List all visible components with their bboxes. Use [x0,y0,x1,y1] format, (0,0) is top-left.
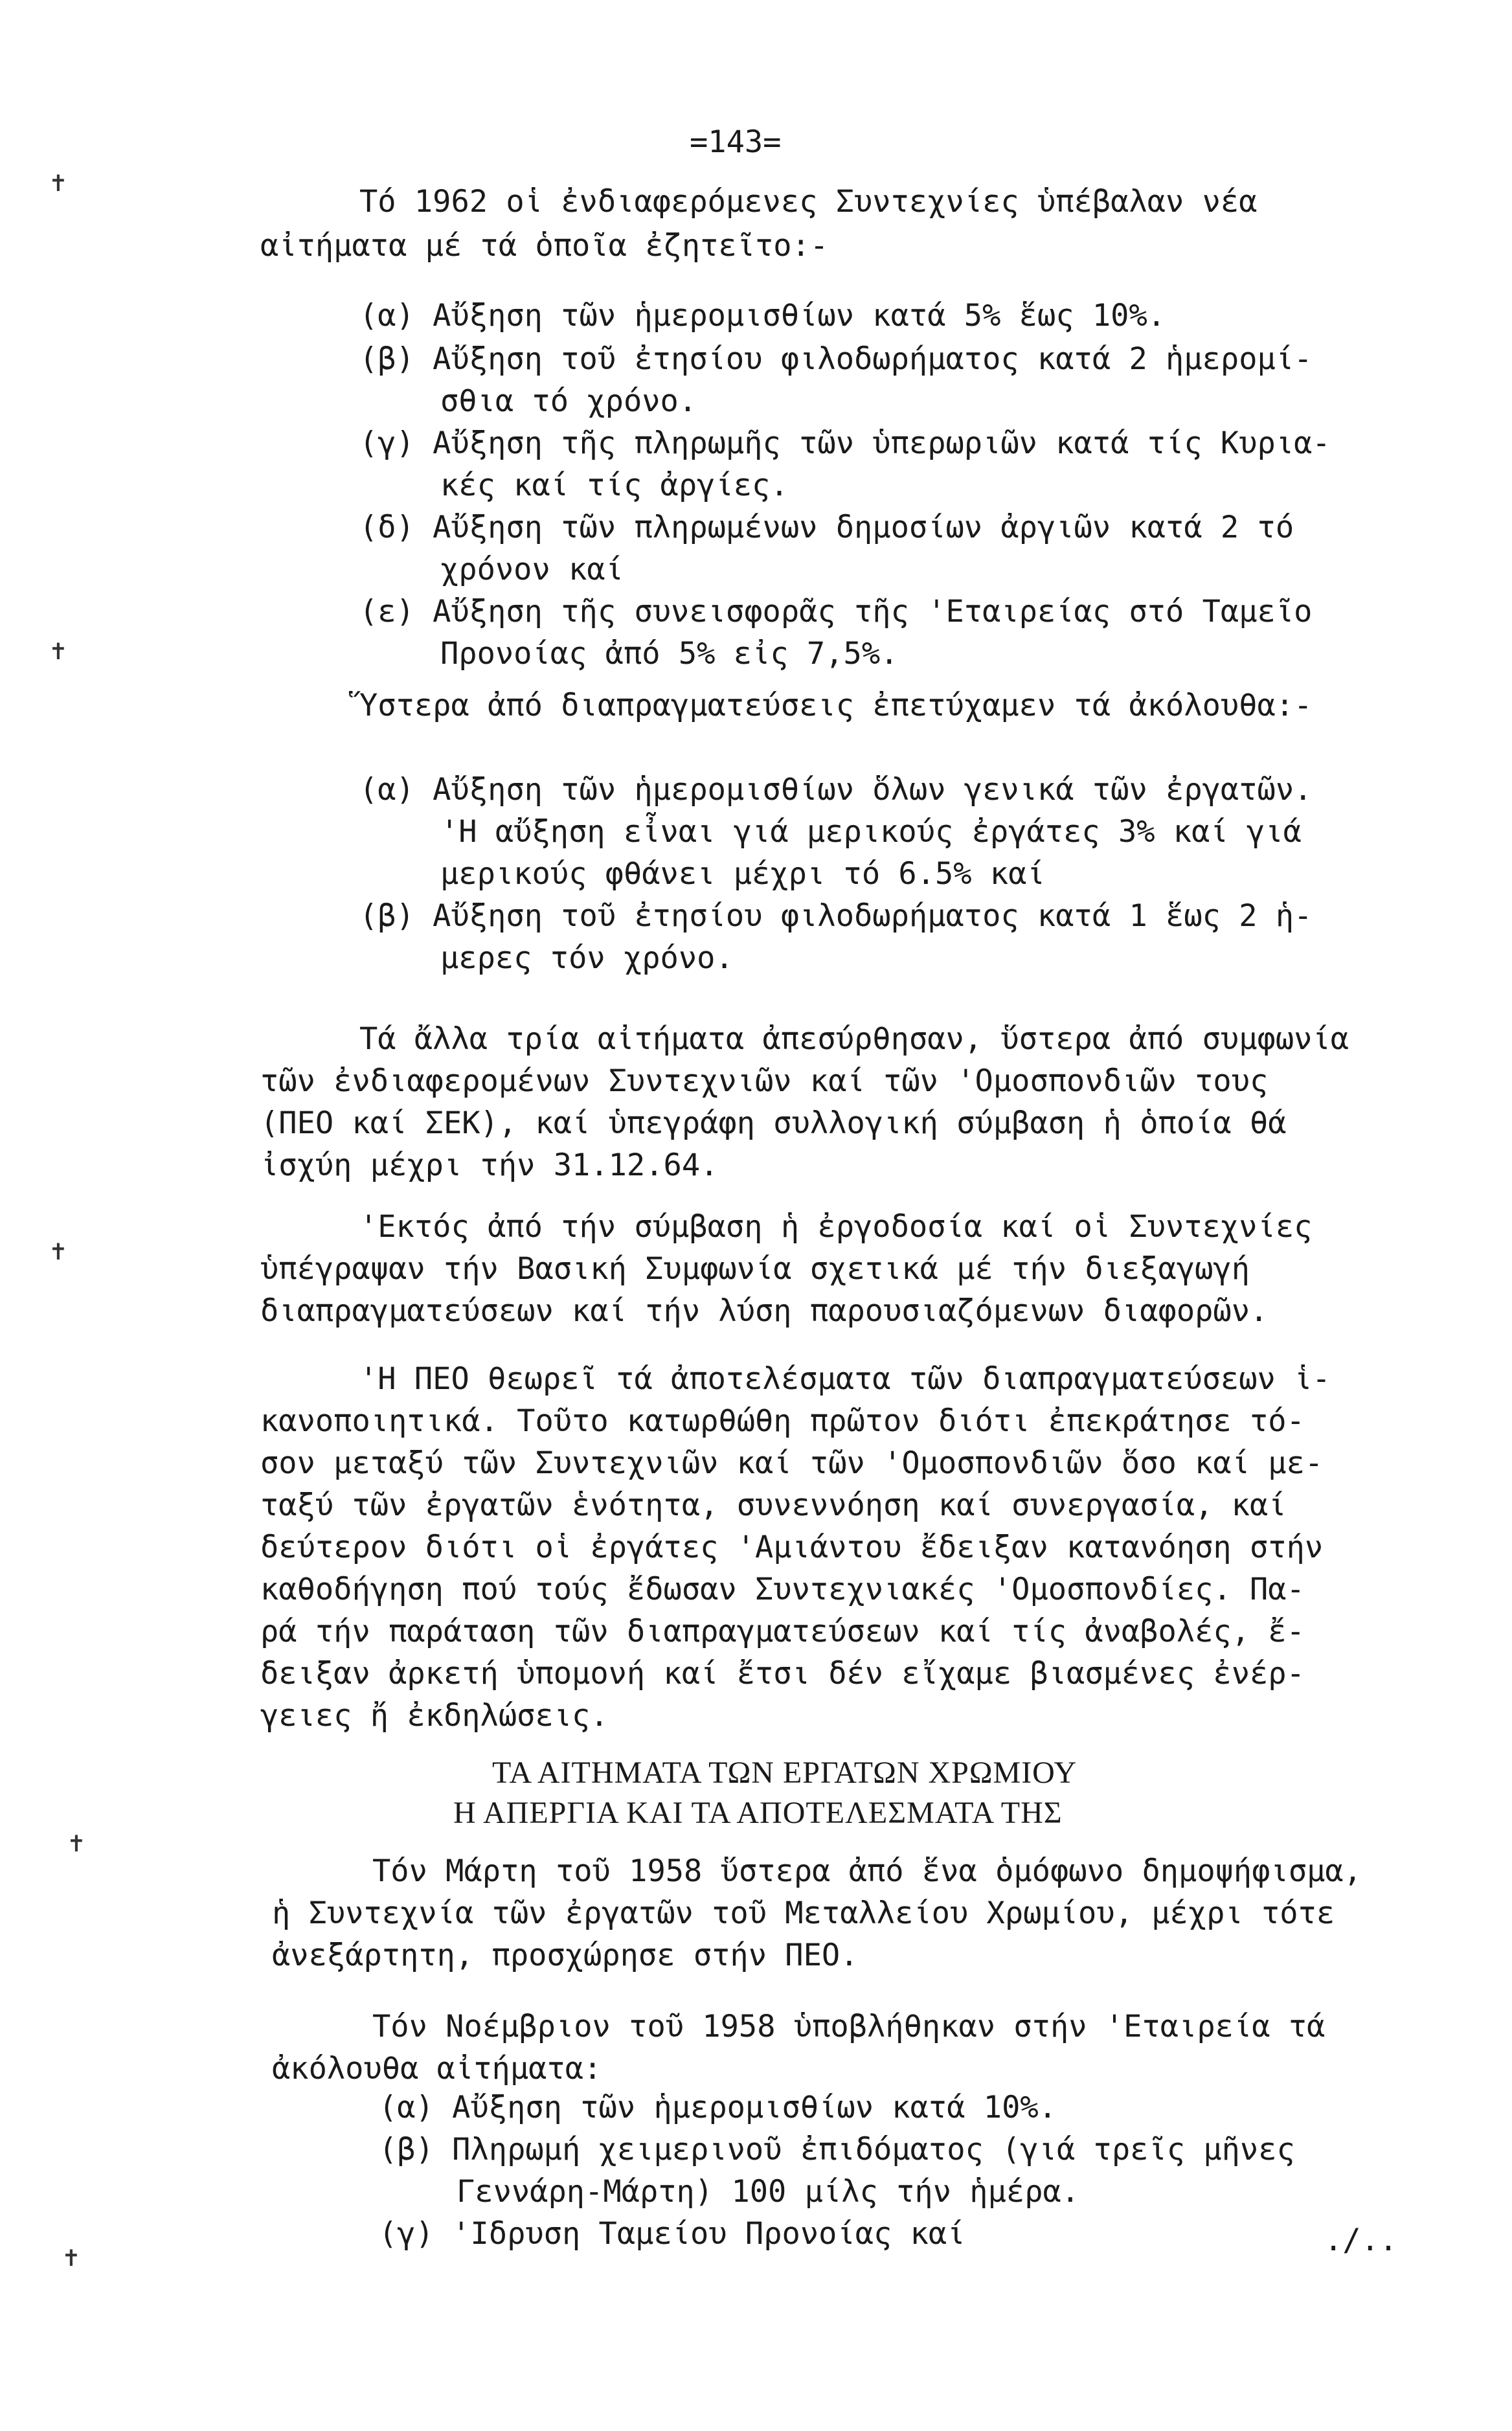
list-item: (ε) Αὔξηση τῆς συνεισφορᾶς τῆς 'Εταιρείας στό Ταμεῖο [359,594,1313,629]
paragraph-line: ἡ Συντεχνία τῶν ἐργατῶν τοῦ Μεταλλείου Χρωμίου, μέχρι τότε [272,1895,1335,1931]
paragraph-line: γειες ἤ ἐκδηλώσεις. [260,1698,609,1734]
margin-mark: ✝ [69,1828,85,1858]
paragraph-line: ἰσχύη μέχρι τήν 31.12.64. [260,1148,719,1183]
list-item: (α) Αὔξηση τῶν ἡμερομισθίων ὅλων γενικά τῶν ἐργατῶν. [359,772,1313,808]
list-item: (β) Αὔξηση τοῦ ἐτησίου φιλοδωρήματος κατά 2 ἡμερομί- [359,341,1313,377]
paragraph-line: Ὕστερα ἀπό διαπραγματεύσεις ἐπετύχαμεν τά ἀκόλουθα:- [359,688,1313,723]
paragraph-line: 'Εκτός ἀπό τήν σύμβαση ἡ ἐργοδοσία καί οἱ Συντεχνίες [359,1209,1313,1245]
list-item-continuation: 'Η αὔξηση εἶναι γιά μερικούς ἐργάτες 3% καί γιά [440,814,1302,850]
paragraph-line: ὑπέγραψαν τήν Βασική Συμφωνία σχετικά μέ τήν διεξαγωγή [260,1251,1250,1287]
list-item-continuation: κές καί τίς ἀργίες. [440,468,789,503]
paragraph-line: Τά ἄλλα τρία αἰτήματα ἀπεσύρθησαν, ὕστερα ἀπό συμφωνία [359,1021,1349,1057]
section-heading: Η ΑΠΕΡΓΙΑ ΚΑΙ ΤΑ ΑΠΟΤΕΛΕΣΜΑΤΑ ΤΗΣ [453,1796,1063,1830]
list-item-continuation: Γεννάρη-Μάρτη) 100 μίλς τήν ἡμέρα. [457,2174,1080,2210]
paragraph-line: (ΠΕΟ καί ΣΕΚ), καί ὑπεγράφη συλλογική σύμβαση ἡ ὁποία θά [260,1105,1287,1141]
continuation-mark: ./.. [1324,2222,1398,2258]
paragraph-line: ἀκόλουθα αἰτήματα: [272,2051,602,2086]
list-item: (γ) Αὔξηση τῆς πληρωμῆς τῶν ὑπερωριῶν κατά τίς Κυρια- [359,425,1331,461]
margin-mark: ✝ [51,168,67,198]
paragraph-line: Τόν Νοέμβριον τοῦ 1958 ὑποβλήθηκαν στήν 'Εταιρεία τά [372,2009,1326,2044]
paragraph-line: ἀνεξάρτητη, προσχώρησε στήν ΠΕΟ. [272,1938,859,1973]
margin-mark: ✝ [51,1236,67,1266]
paragraph-line: διαπραγματεύσεων καί τήν λύση παρουσιαζόμενων διαφορῶν. [260,1293,1269,1329]
paragraph-line: σον μεταξύ τῶν Συντεχνιῶν καί τῶν 'Ομοσπονδιῶν ὅσο καί με- [260,1445,1324,1481]
list-item-continuation: Προνοίας ἀπό 5% εἰς 7,5%. [440,636,899,672]
paragraph-line: Τό 1962 οἱ ἐνδιαφερόμενες Συντεχνίες ὑπέβαλαν νέα [359,184,1258,220]
margin-mark: ✝ [51,636,67,666]
list-item: (γ) 'Ιδρυση Ταμείου Προνοίας καί [379,2216,965,2252]
paragraph-line: δεύτερον διότι οἱ ἐργάτες 'Αμιάντου ἔδειξαν κατανόηση στήν [260,1530,1324,1565]
list-item: (α) Αὔξηση τῶν ἡμερομισθίων κατά 5% ἕως 10%. [359,298,1166,334]
paragraph-line: ταξύ τῶν ἐργατῶν ἑνότητα, συνεννόηση καί συνεργασία, καί [260,1487,1287,1523]
paragraph-line: δειξαν ἀρκετή ὑπομονή καί ἔτσι δέν εἴχαμε βιασμένες ἐνέρ- [260,1656,1305,1691]
page-number: =143= [690,124,782,160]
list-item: (β) Πληρωμή χειμερινοῦ ἐπιδόματος (γιά τρεῖς μῆνες [379,2132,1295,2167]
paragraph-line: καθοδήγηση πού τούς ἔδωσαν Συντεχνιακές 'Ομοσπονδίες. Πα- [260,1572,1305,1607]
margin-mark: ✝ [63,2243,80,2272]
paragraph-line: ρά τήν παράταση τῶν διαπραγματεύσεων καί τίς ἀναβολές, ἔ- [260,1614,1305,1649]
paragraph-line: τῶν ἐνδιαφερομένων Συντεχνιῶν καί τῶν 'Ομοσπονδιῶν τους [260,1063,1269,1099]
paragraph-line: Τόν Μάρτη τοῦ 1958 ὕστερα ἀπό ἕνα ὁμόφωνο δημοψήφισμα, [372,1853,1362,1889]
paragraph-line: κανοποιητικά. Τοῦτο κατωρθώθη πρῶτον διότι ἐπεκράτησε τό- [260,1403,1305,1439]
list-item-continuation: μερικούς φθάνει μέχρι τό 6.5% καί [440,856,1045,892]
list-item-continuation: μερες τόν χρόνο. [440,940,734,976]
paragraph-line: αἰτήματα μέ τά ὁποῖα ἐζητεῖτο:- [260,228,829,264]
section-heading: ΤΑ ΑΙΤΗΜΑΤΑ ΤΩΝ ΕΡΓΑΤΩΝ ΧΡΩΜΙΟΥ [492,1756,1078,1790]
list-item: (α) Αὔξηση τῶν ἡμερομισθίων κατά 10%. [379,2090,1057,2125]
paragraph-line: 'Η ΠΕΟ θεωρεῖ τά ἀποτελέσματα τῶν διαπραγματεύσεων ἱ- [359,1361,1331,1397]
list-item: (β) Αὔξηση τοῦ ἐτησίου φιλοδωρήματος κατά 1 ἕως 2 ἡ- [359,898,1313,934]
list-item-continuation: χρόνον καί [440,552,624,587]
list-item-continuation: σθια τό χρόνο. [440,383,697,419]
list-item: (δ) Αὔξηση τῶν πληρωμένων δημοσίων ἀργιῶν κατά 2 τό [359,510,1294,545]
